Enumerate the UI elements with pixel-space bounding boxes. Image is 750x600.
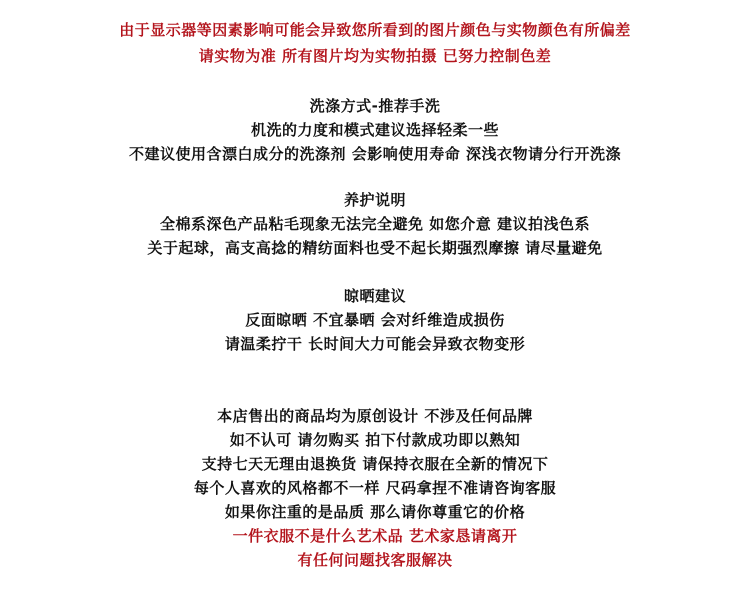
washing-line-1: 机洗的力度和模式建议选择轻柔一些 xyxy=(250,121,499,139)
care-section-title: 养护说明 xyxy=(343,191,406,209)
store-policy-line-1: 本店售出的商品均为原创设计 不涉及任何品牌 xyxy=(217,407,533,425)
store-policy-line-4: 每个人喜欢的风格都不一样 尺码拿捏不准请咨询客服 xyxy=(193,479,557,497)
drying-line-1: 反面晾晒 不宜暴晒 会对纤维造成损伤 xyxy=(245,311,505,329)
color-difference-notice-line-1: 由于显示器等因素影响可能会异致您所看到的图片颜色与实物颜色有所偏差 xyxy=(119,21,631,39)
store-policy-line-7: 有任何问题找客服解决 xyxy=(297,551,453,569)
care-line-1: 全棉系深色产品粘毛现象无法完全避免 如您介意 建议拍浅色系 xyxy=(160,215,590,233)
store-policy-line-3: 支持七天无理由退换货 请保持衣服在全新的情况下 xyxy=(201,455,549,473)
color-difference-notice-line-2: 请实物为准 所有图片均为实物拍摄 已努力控制色差 xyxy=(198,47,552,65)
drying-line-2: 请温柔拧干 长时间大力可能会异致衣物变形 xyxy=(224,335,526,353)
store-policy-line-5: 如果你注重的是品质 那么请你尊重它的价格 xyxy=(224,503,526,521)
washing-line-2: 不建议使用含漂白成分的洗涤剂 会影响使用寿命 深浅衣物请分行开洗涤 xyxy=(129,145,621,163)
washing-section-title: 洗涤方式-推荐手洗 xyxy=(309,97,441,115)
store-policy-line-6: 一件衣服不是什么艺术品 艺术家恳请离开 xyxy=(232,527,518,545)
drying-section-title: 晾晒建议 xyxy=(343,287,406,305)
care-line-2: 关于起球，高支高捻的精纺面料也受不起长期强烈摩擦 请尽量避免 xyxy=(147,239,603,257)
store-policy-line-2: 如不认可 请勿购买 拍下付款成功即以熟知 xyxy=(229,431,521,449)
